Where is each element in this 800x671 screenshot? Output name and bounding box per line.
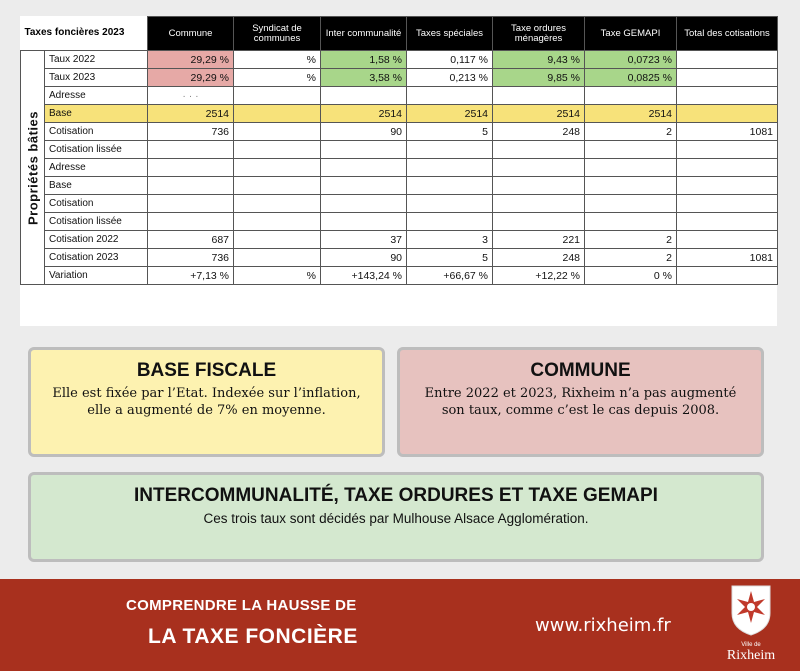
cell xyxy=(234,231,321,249)
table-row xyxy=(21,249,778,267)
cell: 3,58 % xyxy=(321,69,407,87)
cell xyxy=(585,141,677,159)
commune-card xyxy=(397,347,764,457)
cell: 248 xyxy=(493,123,585,141)
website-link[interactable]: www.rixheim.fr xyxy=(535,615,671,636)
cell xyxy=(234,87,321,105)
table-row xyxy=(21,231,778,249)
table-row xyxy=(21,69,778,87)
cell xyxy=(677,195,778,213)
logo-name: Rixheim xyxy=(726,648,776,663)
row-label: Cotisation 2022 xyxy=(45,231,148,249)
cell xyxy=(234,213,321,231)
cell xyxy=(407,177,493,195)
footer-line2: LA TAXE FONCIÈRE xyxy=(148,625,358,648)
cell: 29,29 % xyxy=(148,51,234,69)
cell: 37 xyxy=(321,231,407,249)
cell xyxy=(677,159,778,177)
cell: +12,22 % xyxy=(493,267,585,285)
cell xyxy=(677,51,778,69)
table-row xyxy=(21,267,778,285)
cell xyxy=(677,69,778,87)
row-label: Base xyxy=(45,177,148,195)
row-label: Variation xyxy=(45,267,148,285)
row-label: Base xyxy=(45,105,148,123)
cell: % xyxy=(234,267,321,285)
cell: +143,24 % xyxy=(321,267,407,285)
cell: 0,117 % xyxy=(407,51,493,69)
cell: 2 xyxy=(585,123,677,141)
card-title: INTERCOMMUNALITÉ, TAXE ORDURES ET TAXE GEMAPI xyxy=(134,485,658,506)
cell xyxy=(585,177,677,195)
row-label: Cotisation xyxy=(45,195,148,213)
cell: +7,13 % xyxy=(148,267,234,285)
cell xyxy=(677,105,778,123)
cell: 1081 xyxy=(677,123,778,141)
card-text: Elle est fixée par l’Etat. Indexée sur l’inflation, elle a augmenté de 7% en moyenne. xyxy=(52,386,361,418)
cell xyxy=(234,195,321,213)
row-label: Cotisation 2023 xyxy=(45,249,148,267)
table-row xyxy=(21,159,778,177)
cell xyxy=(677,267,778,285)
cell xyxy=(148,213,234,231)
cell xyxy=(234,123,321,141)
table-row xyxy=(21,177,778,195)
cell: 687 xyxy=(148,231,234,249)
cell xyxy=(585,213,677,231)
cell: 90 xyxy=(321,123,407,141)
cell xyxy=(321,141,407,159)
cell xyxy=(493,213,585,231)
cell xyxy=(148,141,234,159)
cell: % xyxy=(234,51,321,69)
table-title: Taxes foncières 2023 xyxy=(21,17,148,51)
row-label: Adresse xyxy=(45,87,148,105)
row-label: Cotisation lissée xyxy=(45,141,148,159)
cell xyxy=(234,249,321,267)
tax-table-scan xyxy=(20,16,777,326)
cell xyxy=(493,177,585,195)
cell xyxy=(234,141,321,159)
row-label: Taux 2022 xyxy=(45,51,148,69)
cell: 1081 xyxy=(677,249,778,267)
cell xyxy=(234,105,321,123)
header-commune: Commune xyxy=(148,17,234,51)
cell xyxy=(677,177,778,195)
cell xyxy=(493,87,585,105)
cell xyxy=(321,159,407,177)
cell: · · · xyxy=(148,87,234,105)
cell xyxy=(677,87,778,105)
base-fiscale-card xyxy=(28,347,385,457)
rixheim-logo xyxy=(716,583,786,669)
cell xyxy=(321,213,407,231)
header-syndicat: Syndicat de communes xyxy=(234,17,321,51)
cell: 2514 xyxy=(585,105,677,123)
cell xyxy=(148,159,234,177)
header-intercommunalite: Inter communalité xyxy=(321,17,407,51)
cell: 0,0825 % xyxy=(585,69,677,87)
cell: 2514 xyxy=(407,105,493,123)
cell: 2514 xyxy=(321,105,407,123)
side-label: Propriétés bâties xyxy=(25,110,40,225)
card-text: Entre 2022 et 2023, Rixheim n’a pas augmenté son taux, comme c’est le cas depuis 2008. xyxy=(424,386,737,418)
cell: 0,0723 % xyxy=(585,51,677,69)
cell xyxy=(493,141,585,159)
cell: 0,213 % xyxy=(407,69,493,87)
table-row xyxy=(21,105,778,123)
cell: 248 xyxy=(493,249,585,267)
cell: 5 xyxy=(407,249,493,267)
cell: 0 % xyxy=(585,267,677,285)
coat-of-arms-icon xyxy=(729,583,773,637)
cell: 29,29 % xyxy=(148,69,234,87)
cell: 736 xyxy=(148,123,234,141)
cell xyxy=(321,195,407,213)
cell xyxy=(585,87,677,105)
footer-line1: COMPRENDRE LA HAUSSE DE xyxy=(126,597,357,614)
cell xyxy=(234,177,321,195)
cell: % xyxy=(234,69,321,87)
card-title: BASE FISCALE xyxy=(136,360,277,381)
side-label-cell xyxy=(21,51,45,285)
cell xyxy=(493,159,585,177)
cell: 2514 xyxy=(493,105,585,123)
row-label: Adresse xyxy=(45,159,148,177)
cell xyxy=(677,231,778,249)
cell xyxy=(677,213,778,231)
cell xyxy=(585,195,677,213)
cell xyxy=(148,195,234,213)
cell: 221 xyxy=(493,231,585,249)
cell: 2514 xyxy=(148,105,234,123)
cell: 1,58 % xyxy=(321,51,407,69)
card-title: COMMUNE xyxy=(530,360,631,381)
cell xyxy=(321,177,407,195)
table-row xyxy=(21,213,778,231)
row-label: Cotisation lissée xyxy=(45,213,148,231)
cell: 9,85 % xyxy=(493,69,585,87)
footer-banner xyxy=(0,579,800,671)
cell: 9,43 % xyxy=(493,51,585,69)
cell xyxy=(407,141,493,159)
table-header-row xyxy=(21,17,778,51)
cell xyxy=(677,141,778,159)
row-label: Cotisation xyxy=(45,123,148,141)
header-total: Total des cotisations xyxy=(677,17,778,51)
cell xyxy=(407,87,493,105)
header-taxes-speciales: Taxes spéciales xyxy=(407,17,493,51)
cell xyxy=(407,195,493,213)
cell xyxy=(321,87,407,105)
cell: 2 xyxy=(585,231,677,249)
logo-caption: Ville de xyxy=(741,642,761,648)
cell xyxy=(234,159,321,177)
tax-table xyxy=(20,16,778,285)
cell xyxy=(493,195,585,213)
cell: 3 xyxy=(407,231,493,249)
table-row xyxy=(21,141,778,159)
cell: 90 xyxy=(321,249,407,267)
header-gemapi: Taxe GEMAPI xyxy=(585,17,677,51)
cell: 5 xyxy=(407,123,493,141)
header-ordures: Taxe ordures ménagères xyxy=(493,17,585,51)
row-label: Taux 2023 xyxy=(45,69,148,87)
cell xyxy=(407,213,493,231)
table-row xyxy=(21,87,778,105)
card-text: Ces trois taux sont décidés par Mulhouse Alsace Agglomération. xyxy=(203,511,589,526)
cell: +66,67 % xyxy=(407,267,493,285)
cell xyxy=(585,159,677,177)
cell: 736 xyxy=(148,249,234,267)
table-row xyxy=(21,195,778,213)
cell xyxy=(148,177,234,195)
intercommunalite-card xyxy=(28,472,764,562)
table-row xyxy=(21,51,778,69)
cell: 2 xyxy=(585,249,677,267)
table-row xyxy=(21,123,778,141)
cell xyxy=(407,159,493,177)
